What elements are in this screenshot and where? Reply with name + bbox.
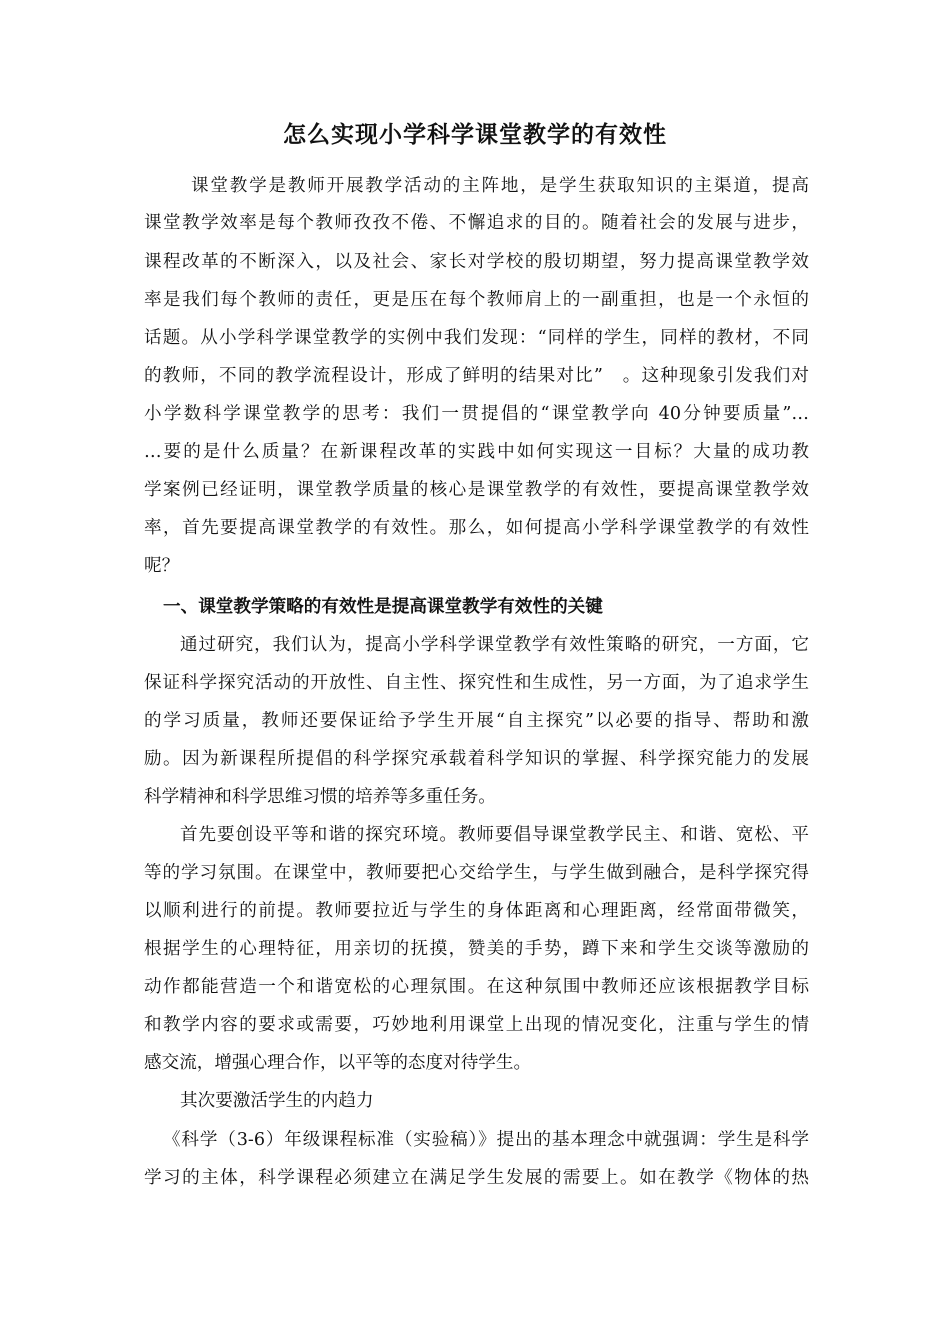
paragraph-line: 率是我们每个教师的责任，更是压在每个教师肩上的一副重担，也是一个永恒的 (144, 290, 809, 310)
paragraph-line: 励。因为新课程所提倡的科学探究承载着科学知识的掌握、科学探究能力的发展 (144, 749, 809, 769)
paragraph-line: 以顺利进行的前提。教师要拉近与学生的身体距离和心理距离，经常面带微笑， (144, 901, 809, 921)
paragraph-line: …要的是什么质量？在新课程改革的实践中如何实现这一目标？大量的成功教 (144, 442, 809, 462)
paragraph-line: 通过研究，我们认为，提高小学科学课堂教学有效性策略的研究，一方面，它 (180, 635, 809, 655)
paragraph-line: 其次要激活学生的内趋力 (180, 1091, 374, 1111)
paragraph-line: 的学习质量，教师还要保证给予学生开展“自主探究”以必要的指导、帮助和激 (144, 711, 809, 731)
paragraph-line: 课堂教学效率是每个教师孜孜不倦、不懈追求的目的。随着社会的发展与进步， (144, 213, 809, 233)
section-heading: 一、课堂教学策略的有效性是提高课堂教学有效性的关键 (163, 597, 603, 617)
paragraph-line: 学案例已经证明，课堂教学质量的核心是课堂教学的有效性，要提高课堂教学效 (144, 480, 809, 500)
paragraph-line: 率，首先要提高课堂教学的有效性。那么，如何提高小学科学课堂教学的有效性 (144, 518, 809, 538)
paragraph-line: 等的学习氛围。在课堂中，教师要把心交给学生，与学生做到融合，是科学探究得 (144, 863, 809, 883)
paragraph-line: 课程改革的不断深入，以及社会、家长对学校的殷切期望，努力提高课堂教学效 (144, 252, 809, 272)
paragraph-line: 小学数科学课堂教学的思考：我们一贯提倡的“课堂教学向 40分钟要质量”… (144, 404, 809, 424)
paragraph-line: 话题。从小学科学课堂教学的实例中我们发现：“同样的学生，同样的教材，不同 (144, 328, 809, 348)
paragraph-line: 动作都能营造一个和谐宽松的心理氛围。在这种氛围中教师还应该根据教学目标 (144, 977, 809, 997)
paragraph-line: 学习的主体，科学课程必须建立在满足学生发展的需要上。如在教学《物体的热 (144, 1168, 809, 1188)
paragraph-line: 根据学生的心理特征，用亲切的抚摸，赞美的手势，蹲下来和学生交谈等激励的 (144, 939, 809, 959)
paragraph-line: 保证科学探究活动的开放性、自主性、探究性和生成性，另一方面，为了追求学生 (144, 673, 809, 693)
paragraph-line: 和教学内容的要求或需要，巧妙地利用课堂上出现的情况变化，注重与学生的情 (144, 1015, 809, 1035)
document-title: 怎么实现小学科学课堂教学的有效性 (283, 122, 667, 148)
paragraph-line: 首先要创设平等和谐的探究环境。教师要倡导课堂教学民主、和谐、宽松、平 (180, 825, 809, 845)
paragraph-line: 感交流，增强心理合作，以平等的态度对待学生。 (144, 1053, 532, 1073)
paragraph-line: 课堂教学是教师开展教学活动的主阵地，是学生获取知识的主渠道，提高 (191, 176, 809, 196)
paragraph-line: 的教师，不同的教学流程设计，形成了鲜明的结果对比” 。这种现象引发我们对 (144, 366, 809, 386)
paragraph-line: 呢？ (144, 556, 180, 576)
paragraph-line: 《科学（3-6）年级课程标准（实验稿）》提出的基本理念中就强调：学生是科学 (163, 1130, 809, 1150)
paragraph-line: 科学精神和科学思维习惯的培养等多重任务。 (144, 787, 496, 807)
